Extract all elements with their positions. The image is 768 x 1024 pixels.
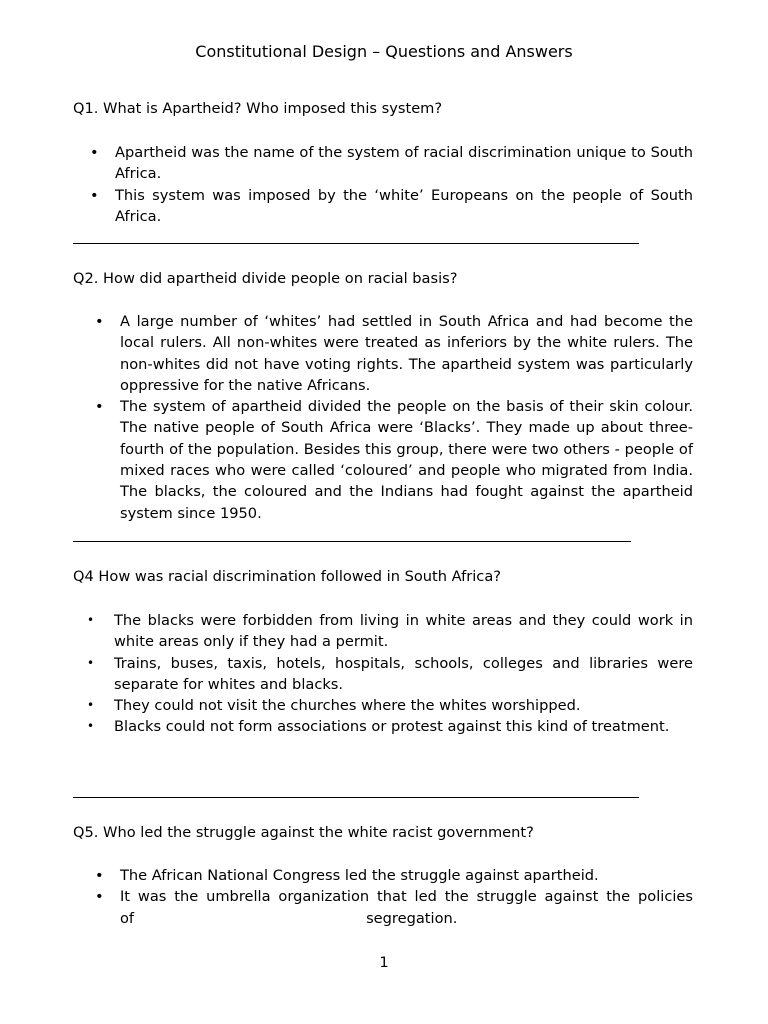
bullet-icon: • (87, 655, 95, 670)
answer-text: Apartheid was the name of the system of racial discrimination unique to South Africa. (115, 144, 693, 183)
page-number: 1 (379, 954, 389, 971)
list-item (95, 396, 693, 524)
answer-list-5 (95, 865, 693, 929)
bullet-icon: • (90, 186, 99, 204)
bullet-icon: • (87, 719, 95, 734)
list-item (87, 653, 693, 696)
answer-text: The blacks were forbidden from living in white areas and they could work in white areas only if they had a permit. (114, 612, 693, 651)
question-1: Q1. What is Apartheid? Who imposed this system? (73, 100, 443, 117)
section-divider (73, 243, 639, 244)
list-item (90, 142, 693, 185)
question-4: Q4 How was racial discrimination followed in South Africa? (73, 568, 502, 585)
answer-text: Blacks could not form associations or protest against this kind of treatment. (114, 718, 670, 736)
document-title: Constitutional Design – Questions and Answers (195, 42, 573, 61)
section-divider (73, 797, 639, 798)
answer-text: Trains, buses, taxis, hotels, hospitals, schools, colleges and libraries were separate for whites and blacks. (114, 654, 693, 693)
answer-list-2 (95, 311, 693, 524)
bullet-icon: • (87, 613, 95, 627)
question-2: Q2. How did apartheid divide people on racial basis? (73, 270, 458, 287)
section-divider (73, 541, 631, 542)
answer-list-1 (90, 142, 693, 227)
answer-text-line1: It was the umbrella organization that led the struggle against the policies (120, 888, 693, 906)
list-item (87, 610, 693, 653)
bullet-icon: • (95, 313, 104, 330)
list-item (95, 865, 693, 886)
answer-text: The African National Congress led the struggle against apartheid. (120, 867, 599, 884)
list-item (87, 716, 693, 737)
list-item (95, 886, 693, 929)
answer-list-4 (87, 610, 693, 738)
bullet-icon: • (90, 144, 99, 161)
list-item (90, 185, 693, 228)
list-item (95, 311, 693, 396)
answer-text-line2-end: segregation. (366, 909, 458, 927)
bullet-icon: • (95, 398, 104, 416)
answer-text: This system was imposed by the ‘white’ Europeans on the people of South Africa. (115, 186, 693, 225)
question-5: Q5. Who led the struggle against the white racist government? (73, 824, 534, 841)
answer-text: They could not visit the churches where the whites worshipped. (114, 697, 581, 715)
answer-text-line2-start: of (120, 909, 135, 927)
answer-text: The system of apartheid divided the people on the basis of their skin colour. The native people of South Africa were ‘Blacks’. They made up about three-fourth of the population. Besides this group, there were two others - people of mixed races who were called ‘coloured’ and people who migrated from India. The blacks, the coloured and the Indians had fought against the apartheid system since 1950. (120, 398, 693, 522)
bullet-icon: • (95, 888, 104, 906)
list-item (87, 695, 693, 716)
answer-text: A large number of ‘whites’ had settled in South Africa and had become the local rulers. All non-whites were treated as inferiors by the white rulers. The non-whites did not have voting rights. The apartheid system was particularly oppressive for the native Africans. (120, 313, 693, 394)
bullet-icon: • (95, 867, 104, 884)
bullet-icon: • (87, 698, 95, 713)
